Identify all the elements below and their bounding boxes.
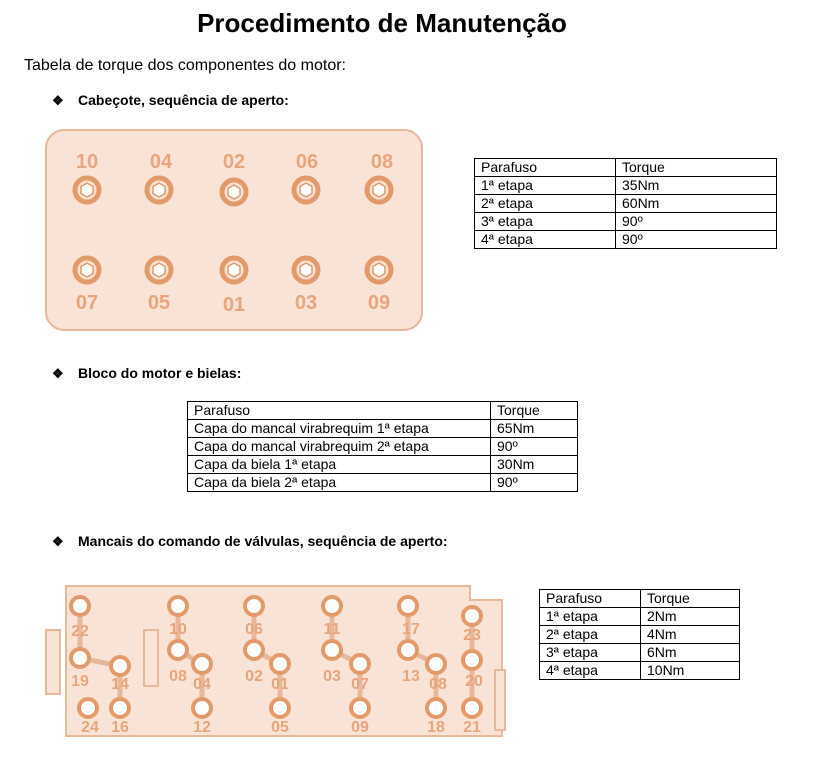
section-label: Bloco do motor e bielas: — [78, 365, 242, 381]
table-row — [540, 644, 740, 662]
diamond-bullet-icon: ❖ — [52, 534, 64, 549]
table-row — [475, 177, 777, 195]
torque-table-engine-block — [187, 401, 578, 492]
table-header-cell: Torque — [491, 402, 578, 420]
table-cell: 3ª etapa — [540, 644, 641, 662]
table-row — [475, 213, 777, 231]
bolt-number-label: 06 — [245, 621, 263, 638]
bolt-icon — [427, 699, 445, 717]
table-header-row — [475, 159, 777, 177]
bolt-number-label: 01 — [222, 294, 246, 316]
bolt-number-label: 03 — [323, 668, 341, 685]
table-cell: 90º — [616, 231, 777, 249]
table-cell: 4ª etapa — [475, 231, 616, 249]
housing-tab — [144, 630, 158, 686]
table-header-cell: Parafuso — [540, 590, 641, 608]
bolt-number-label: 04 — [193, 676, 211, 693]
bolt-icon — [463, 699, 481, 717]
bolt-number-label: 18 — [427, 719, 445, 736]
bolt-icon — [271, 655, 289, 673]
table-row — [475, 231, 777, 249]
table-cell: 30Nm — [491, 456, 578, 474]
torque-table-camshaft — [539, 589, 740, 680]
bolt-number-label: 04 — [149, 151, 173, 173]
bolt-number-label: 03 — [294, 292, 318, 314]
diamond-bullet-icon: ❖ — [52, 366, 64, 381]
table-cell: 90º — [491, 474, 578, 492]
table-cell: 35Nm — [616, 177, 777, 195]
bolt-number-label: 05 — [147, 292, 171, 314]
bolt-icon — [463, 651, 481, 669]
table-row — [540, 608, 740, 626]
bolt-icon — [79, 699, 97, 717]
torque-table-cylinder-head — [474, 158, 777, 249]
table-row — [188, 438, 578, 456]
table-cell: 1ª etapa — [475, 177, 616, 195]
table-cell: 2Nm — [641, 608, 740, 626]
table-header-cell: Parafuso — [475, 159, 616, 177]
table-cell: Capa do mancal virabrequim 2ª etapa — [188, 438, 491, 456]
bolt-icon — [271, 699, 289, 717]
table-row — [540, 662, 740, 680]
bolt-icon — [71, 649, 89, 667]
bolt-number-label: 17 — [402, 621, 420, 638]
bolt-icon — [399, 597, 417, 615]
bolt-number-label: 10 — [169, 621, 187, 638]
bolt-number-label: 19 — [71, 673, 89, 690]
bolt-number-label: 07 — [351, 676, 369, 693]
bolt-number-label: 02 — [222, 151, 246, 173]
page-subtitle: Tabela de torque dos componentes do motor: — [24, 57, 346, 74]
bolt-icon — [111, 699, 129, 717]
table-cell: 2ª etapa — [540, 626, 641, 644]
bolt-number-label: 07 — [75, 292, 99, 314]
section-heading-engine-block — [52, 365, 241, 382]
table-row — [188, 420, 578, 438]
section-heading-camshaft — [52, 533, 448, 550]
cylinder-head-diagram — [44, 128, 424, 332]
bolt-number-label: 21 — [463, 719, 481, 736]
bolt-icon — [111, 657, 129, 675]
bolt-icon — [351, 655, 369, 673]
bolt-icon — [323, 641, 341, 659]
table-header-row — [188, 402, 578, 420]
table-cell: 6Nm — [641, 644, 740, 662]
bolt-number-label: 08 — [169, 668, 187, 685]
section-label: Cabeçote, sequência de aperto: — [78, 92, 289, 108]
bolt-number-label: 23 — [463, 627, 481, 644]
bolt-number-label: 06 — [295, 151, 319, 173]
page-title: Procedimento de Manutenção — [197, 8, 567, 38]
bolt-number-label: 13 — [402, 668, 420, 685]
table-cell: 90º — [491, 438, 578, 456]
bolt-icon — [193, 655, 211, 673]
table-header-cell: Torque — [616, 159, 777, 177]
bolt-icon — [245, 597, 263, 615]
table-cell: Capa do mancal virabrequim 1ª etapa — [188, 420, 491, 438]
table-row — [188, 474, 578, 492]
table-cell: 10Nm — [641, 662, 740, 680]
bolt-number-label: 02 — [245, 668, 263, 685]
table-header-cell: Torque — [641, 590, 740, 608]
housing-tab — [46, 630, 60, 694]
table-cell: 65Nm — [491, 420, 578, 438]
section-heading-cylinder-head — [52, 92, 289, 109]
section-label: Mancais do comando de válvulas, sequência de aperto: — [78, 533, 448, 549]
table-cell: 4Nm — [641, 626, 740, 644]
bolt-number-label: 12 — [193, 719, 211, 736]
bolt-number-label: 24 — [81, 719, 99, 736]
bolt-number-label: 16 — [111, 719, 129, 736]
table-cell: 3ª etapa — [475, 213, 616, 231]
table-cell: 4ª etapa — [540, 662, 641, 680]
bolt-icon — [463, 607, 481, 625]
table-cell: 1ª etapa — [540, 608, 641, 626]
table-row — [475, 195, 777, 213]
bolt-number-label: 22 — [71, 623, 89, 640]
bolt-number-label: 08 — [429, 676, 447, 693]
bolt-icon — [169, 641, 187, 659]
table-cell: 90º — [616, 213, 777, 231]
table-header-row — [540, 590, 740, 608]
table-header-cell: Parafuso — [188, 402, 491, 420]
bolt-number-label: 09 — [351, 719, 369, 736]
table-row — [540, 626, 740, 644]
bolt-number-label: 14 — [111, 676, 129, 693]
bolt-number-label: 08 — [370, 151, 394, 173]
table-cell: Capa da biela 2ª etapa — [188, 474, 491, 492]
bolt-icon — [169, 597, 187, 615]
bolt-icon — [71, 597, 89, 615]
bolt-number-label: 05 — [271, 719, 289, 736]
camshaft-bearing-diagram — [40, 578, 510, 762]
bolt-icon — [193, 699, 211, 717]
bolt-number-label: 11 — [323, 621, 341, 638]
bolt-icon — [351, 699, 369, 717]
bolt-icon — [245, 641, 263, 659]
table-cell: 60Nm — [616, 195, 777, 213]
bolt-number-label: 09 — [367, 292, 391, 314]
bolt-number-label: 20 — [465, 673, 483, 690]
table-row — [188, 456, 578, 474]
bolt-number-label: 10 — [75, 151, 99, 173]
bolt-icon — [427, 655, 445, 673]
table-cell: 2ª etapa — [475, 195, 616, 213]
bolt-icon — [323, 597, 341, 615]
bolt-icon — [399, 641, 417, 659]
diamond-bullet-icon: ❖ — [52, 93, 64, 108]
table-cell: Capa da biela 1ª etapa — [188, 456, 491, 474]
bolt-number-label: 01 — [271, 676, 289, 693]
housing-tab — [495, 670, 505, 730]
